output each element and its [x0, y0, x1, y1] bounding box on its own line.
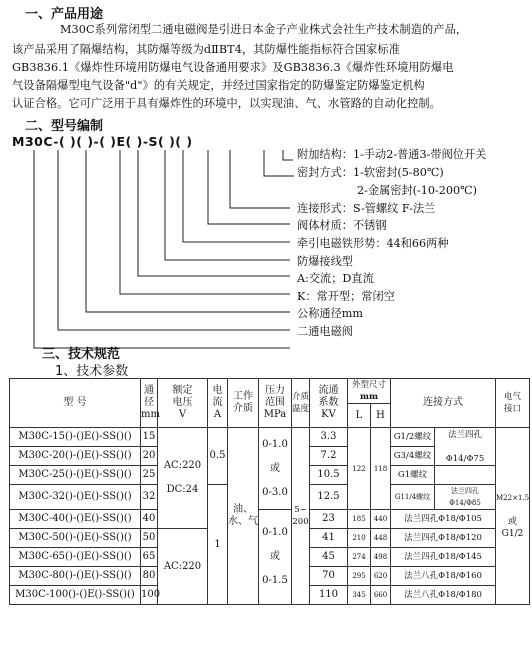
cell-voltage-group2: AC:220	[158, 529, 208, 605]
paragraph-line-1: M30C系列常闭型二通电磁阀是引进日本金子产业株式会社生产技术制造的产品，	[60, 23, 468, 36]
cell-H: 620	[371, 567, 391, 586]
cell-dn: 40	[141, 510, 158, 529]
cell-current-group2: 1	[208, 485, 228, 605]
cell-dn: 50	[141, 529, 158, 548]
cell-dn: 25	[141, 466, 158, 485]
cell-connection-thread: G1/2螺纹	[391, 428, 435, 447]
desc-two-way-valve: 二通电磁阀	[297, 325, 353, 338]
header-interface: 电气 接口	[496, 379, 530, 428]
cell-kv: 10.5	[310, 466, 348, 485]
cell-kv: 70	[310, 567, 348, 586]
cell-H: 440	[371, 510, 391, 529]
cell-kv: 7.2	[310, 447, 348, 466]
cell-flange-large: 法兰八孔Φ18/Φ180	[391, 586, 496, 605]
header-voltage: 额定 电压 V	[158, 379, 208, 428]
cell-pressure-group1: 0-1.0 或 0-3.0	[259, 428, 292, 510]
cell-dn: 15	[141, 428, 158, 447]
cell-dn: 32	[141, 485, 158, 510]
cell-H: 448	[371, 529, 391, 548]
cell-dn: 80	[141, 567, 158, 586]
desc-seal-metal: 2-金属密封(-10-200℃)	[357, 184, 478, 197]
header-L: L	[348, 404, 371, 428]
table-row	[10, 510, 530, 529]
section3-heading: 三、技术规范	[42, 347, 121, 362]
cell-flange-small-1: 法兰四孔 Φ14/Φ75	[435, 428, 496, 466]
header-dn: 通 径 mm	[141, 379, 158, 428]
desc-additional-structure: 附加结构：1-手动2-普通3-带阀位开关	[297, 148, 487, 161]
cell-flange-large: 法兰四孔Φ18/Φ145	[391, 548, 496, 567]
header-H: H	[371, 404, 391, 428]
cell-model: M30C-50()-()E()-SS()()	[10, 529, 141, 548]
cell-dn: 20	[141, 447, 158, 466]
section3-subheading: 1、技术参数	[55, 364, 129, 379]
cell-flange-small-2	[435, 466, 496, 485]
cell-L-small: 122	[348, 428, 371, 510]
paragraph-line-3: GB3836.1《爆炸性环境用防爆电气设备通用要求》及GB3836.3《爆炸性环境用防爆电	[12, 61, 454, 74]
cell-dn: 100	[141, 586, 158, 605]
cell-kv: 110	[310, 586, 348, 605]
header-connection: 连接方式	[391, 379, 496, 428]
cell-dn: 65	[141, 548, 158, 567]
cell-model: M30C-25()-()E()-SS()()	[10, 466, 141, 485]
cell-model: M30C-80()-()E()-SS()()	[10, 567, 141, 586]
cell-H: 498	[371, 548, 391, 567]
header-temp: 介质 温度	[292, 379, 310, 428]
cell-L: 295	[348, 567, 371, 586]
cell-flange-large: 法兰八孔Φ18/Φ160	[391, 567, 496, 586]
cell-L: 210	[348, 529, 371, 548]
cell-model: M30C-65()-()E()-SS()()	[10, 548, 141, 567]
cell-L: 185	[348, 510, 371, 529]
header-current: 电 流 A	[208, 379, 228, 428]
desc-connection: 连接形式：S-管螺纹 F-法兰	[297, 202, 436, 215]
header-medium: 工作 介质	[228, 379, 259, 428]
cell-H: 660	[371, 586, 391, 605]
paragraph-line-5: 认证合格。它可广泛用于具有爆炸性的环境中，以实现油、气、水管路的自动化控制。	[12, 97, 441, 110]
cell-H-small: 118	[371, 428, 391, 510]
desc-wiring: 防爆接线型	[297, 255, 353, 268]
paragraph-line-2: 该产品采用了隔爆结构，其防爆等级为dⅡBT4，其防爆性能指标符合国家标准	[12, 43, 400, 56]
cell-electrical-interface: M22×1.5 或 G1/2	[496, 428, 530, 605]
cell-kv: 12.5	[310, 485, 348, 510]
paragraph-line-4: 气设备隔爆型电气设备"d"》的有关规定，并经过国家指定的防爆鉴定防爆鉴定机构	[12, 79, 425, 92]
section2-heading: 二、型号编制	[25, 119, 104, 134]
cell-medium: 油、水、气	[228, 428, 259, 605]
cell-kv: 45	[310, 548, 348, 567]
header-pressure: 压力 范围 MPa	[259, 379, 292, 428]
cell-connection-thread: G11/4螺纹	[391, 485, 435, 510]
section1-heading: 一、产品用途	[25, 7, 104, 22]
header-kv: 流通 系数 KV	[310, 379, 348, 428]
desc-ac-dc: A:交流；D直流	[297, 272, 374, 285]
cell-flange-large: 法兰四孔Φ18/Φ120	[391, 529, 496, 548]
desc-nominal-diameter: 公称通径mm	[297, 307, 363, 320]
cell-flange-small-3: 法兰四孔 Φ14/Φ85	[435, 485, 496, 510]
cell-model: M30C-100()-()E()-SS()()	[10, 586, 141, 605]
spec-table	[9, 378, 530, 605]
cell-connection-thread: G1螺纹	[391, 466, 435, 485]
table-row	[10, 428, 530, 447]
model-code: M30C-( )( )-( )E( )-S( )( )	[12, 134, 193, 149]
cell-pressure-group2: 0-1.0 或 0-1.5	[259, 510, 292, 605]
cell-L: 274	[348, 548, 371, 567]
cell-model: M30C-15()-()E()-SS()()	[10, 428, 141, 447]
cell-model: M30C-40()-()E()-SS()()	[10, 510, 141, 529]
cell-kv: 41	[310, 529, 348, 548]
desc-seal-soft: 密封方式：1-软密封(5-80℃)	[297, 166, 444, 179]
cell-kv: 3.3	[310, 428, 348, 447]
cell-connection-thread: G3/4螺纹	[391, 447, 435, 466]
desc-electromagnet: 牵引电磁铁形势：44和66两种	[297, 237, 449, 250]
cell-temperature: 5~ 200	[292, 428, 310, 605]
cell-model: M30C-32()-()E()-SS()()	[10, 485, 141, 510]
cell-L: 345	[348, 586, 371, 605]
cell-model: M30C-20()-()E()-SS()()	[10, 447, 141, 466]
cell-voltage-group1: AC:220 DC:24	[158, 428, 208, 529]
desc-body-material: 阀体材质：不锈钢	[297, 219, 387, 232]
header-model: 型 号	[10, 379, 141, 428]
cell-current-group1: 0.5	[208, 428, 228, 485]
cell-flange-large: 法兰四孔Φ18/Φ105	[391, 510, 496, 529]
cell-kv: 23	[310, 510, 348, 529]
header-dimensions: 外型尺寸 mm	[348, 379, 391, 404]
desc-normally-open: K：常开型；常闭空	[297, 290, 395, 303]
